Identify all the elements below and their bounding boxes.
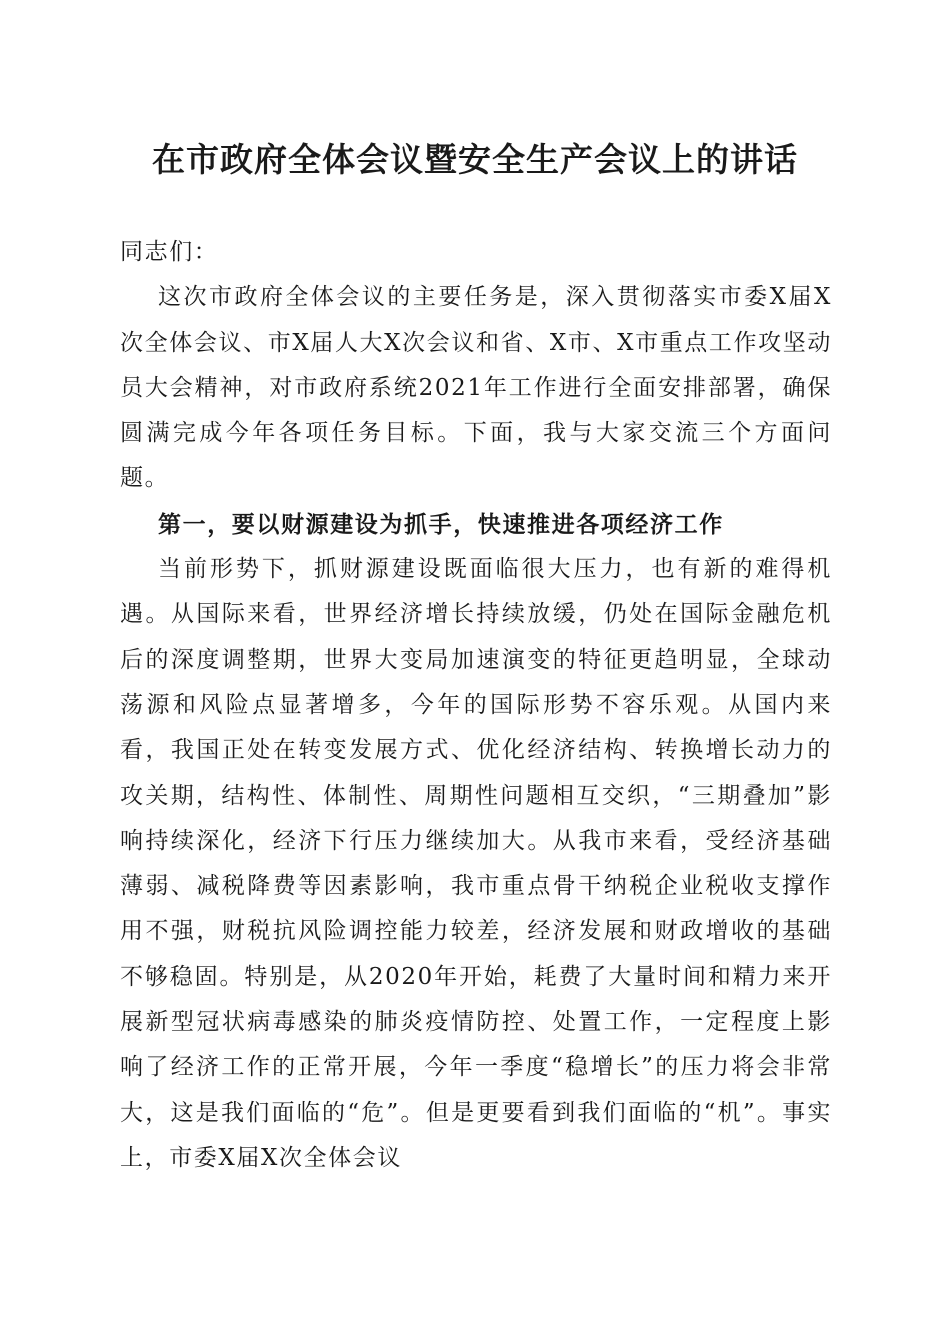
section-1-heading: 第一，要以财源建设为抓手，快速推进各项经济工作	[158, 510, 724, 538]
document-title: 在市政府全体会议暨安全生产会议上的讲话	[152, 140, 798, 179]
greeting: 同志们：	[120, 239, 219, 265]
intro-paragraph: 这次市政府全体会议的主要任务是，深入贯彻落实市委X届X次全体会议、市X届人大X次会议和省、X市、X市重点工作攻坚动员大会精神，对市政府系统2021年工作进行全面安排部署，确保圆满完成今年各项任务目标。下面，我与大家交流三个方面问题。	[120, 284, 832, 492]
document-body	[120, 230, 832, 1181]
section-1-paragraph: 当前形势下，抓财源建设既面临很大压力，也有新的难得机遇。从国际来看，世界经济增长持续放缓，仍处在国际金融危机后的深度调整期，世界大变局加速演变的特征更趋明显，全球动荡源和风险点显著增多，今年的国际形势不容乐观。从国内来看，我国正处在转变发展方式、优化经济结构、转换增长动力的攻关期，结构性、体制性、周期性问题相互交织，“三期叠加”影响持续深化，经济下行压力继续加大。从我市来看，受经济基础薄弱、减税降费等因素影响，我市重点骨干纳税企业税收支撑作用不强，财税抗风险调控能力较差，经济发展和财政增收的基础不够稳固。特别是，从2020年开始，耗费了大量时间和精力来开展新型冠状病毒感染的肺炎疫情防控、处置工作，一定程度上影响了经济工作的正常开展，今年一季度“稳增长”的压力将会非常大，这是我们面临的“危”。但是更要看到我们面临的“机”。事实上，市委X届X次全体会议	[120, 556, 832, 1171]
